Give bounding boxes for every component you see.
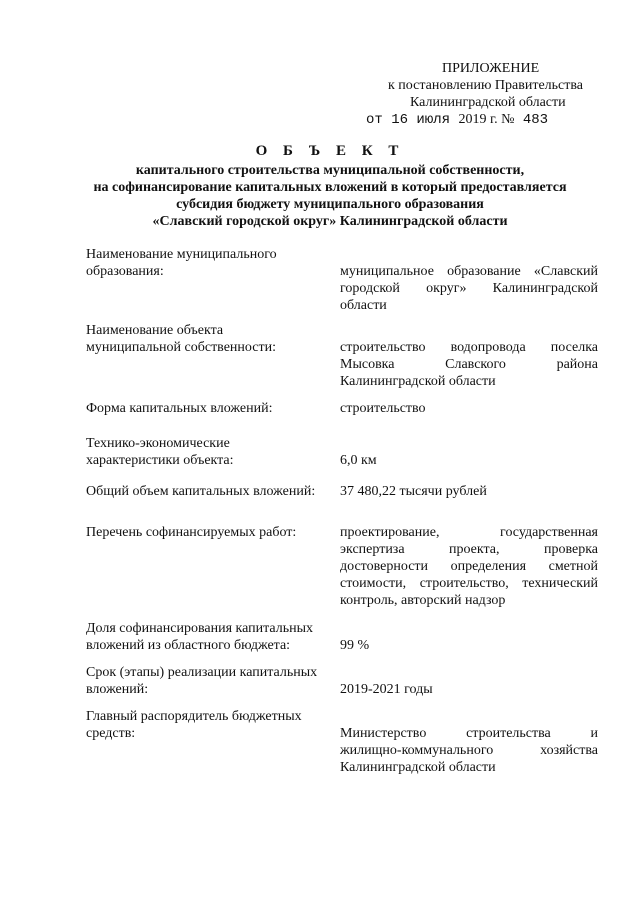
row-label (86, 246, 336, 280)
row-value-line: строительство (340, 401, 426, 416)
row-label-line: вложений из областного бюджета: (86, 638, 291, 653)
row-value (340, 400, 598, 417)
row-label-line: Доля софинансирования капитальных (86, 621, 314, 636)
row-label (86, 620, 336, 654)
row-label-line: вложений: (86, 682, 149, 697)
row-value-line: муниципальное образование «Славский (340, 264, 598, 279)
row-value (340, 725, 598, 776)
row-label-line: Срок (этапы) реализации капитальных (86, 665, 318, 680)
row-value-line: Калининградской области (340, 760, 496, 775)
row-label (86, 400, 336, 417)
date-number: 483 (522, 112, 549, 128)
row-value-line: 6,0 км (340, 453, 377, 468)
row-value-line: контроль, авторский надзор (340, 593, 506, 608)
date-day: 16 июля (391, 112, 451, 128)
row-value-line: экспертиза проекта, проверка (340, 542, 598, 557)
appendix-title: ПРИЛОЖЕНИЕ (442, 61, 540, 76)
heading-line-2: на софинансирование капитальных вложений в который предоставляется (93, 180, 567, 195)
row-value (340, 483, 598, 500)
row-value-line: 2019-2021 годы (340, 682, 433, 697)
row-value-line: достоверности определения сметной (340, 559, 598, 574)
row-value-line: Мысовка Славского района (340, 357, 598, 372)
row-label (86, 524, 336, 541)
row-value-line: городской округ» Калининградской (340, 281, 598, 296)
row-value-line: проектирование, государственная (340, 525, 598, 540)
row-label-line: муниципальной собственности: (86, 340, 276, 355)
row-label-line: Наименование муниципального (86, 247, 277, 262)
row-value (340, 637, 598, 654)
row-label-line: образования: (86, 264, 164, 279)
row-label-line: характеристики объекта: (86, 453, 234, 468)
row-label-line: Главный распорядитель бюджетных (86, 709, 302, 724)
row-value-line: 99 % (340, 638, 370, 653)
date-prefix: от (366, 112, 383, 128)
row-value-line: Калининградской области (340, 374, 496, 389)
heading-line-1: капитального строительства муниципальной собственности, (135, 163, 525, 178)
row-value-line: области (340, 298, 387, 313)
row-label (86, 435, 336, 469)
row-label (86, 664, 336, 698)
row-value (340, 524, 598, 609)
row-label (86, 322, 336, 356)
row-label-line: Наименование объекта (86, 323, 224, 338)
document-heading (60, 143, 600, 230)
row-label-line: Форма капитальных вложений: (86, 401, 273, 416)
date-year: 2019 г. № (458, 112, 515, 127)
appendix-decree-line: к постановлению Правительства (388, 78, 584, 93)
appendix-date-line (366, 111, 620, 129)
row-value (340, 263, 598, 314)
heading-title: О Б Ъ Е К Т (255, 143, 405, 159)
row-value-line: 37 480,22 тысячи рублей (340, 484, 487, 499)
row-label-line: Общий объем капитальных вложений: (86, 484, 316, 499)
appendix-block (366, 60, 620, 129)
row-label-line: средств: (86, 726, 136, 741)
appendix-region-line: Калининградской области (410, 95, 566, 110)
row-value (340, 681, 598, 698)
row-value-line: строительство водопровода поселка (340, 340, 598, 355)
row-label-line: Перечень софинансируемых работ: (86, 525, 297, 540)
row-label (86, 483, 336, 500)
heading-line-4: «Славский городской округ» Калининградской области (152, 214, 508, 229)
row-value-line: Министерство строительства и (340, 726, 598, 741)
row-value (340, 339, 598, 390)
row-value-line: жилищно-коммунального хозяйства (340, 743, 598, 758)
row-label (86, 708, 336, 742)
heading-line-3: субсидия бюджету муниципального образования (176, 197, 484, 212)
row-value (340, 452, 598, 469)
row-value-line: стоимости, строительство, технический (340, 576, 598, 591)
row-label-line: Технико-экономические (86, 436, 230, 451)
